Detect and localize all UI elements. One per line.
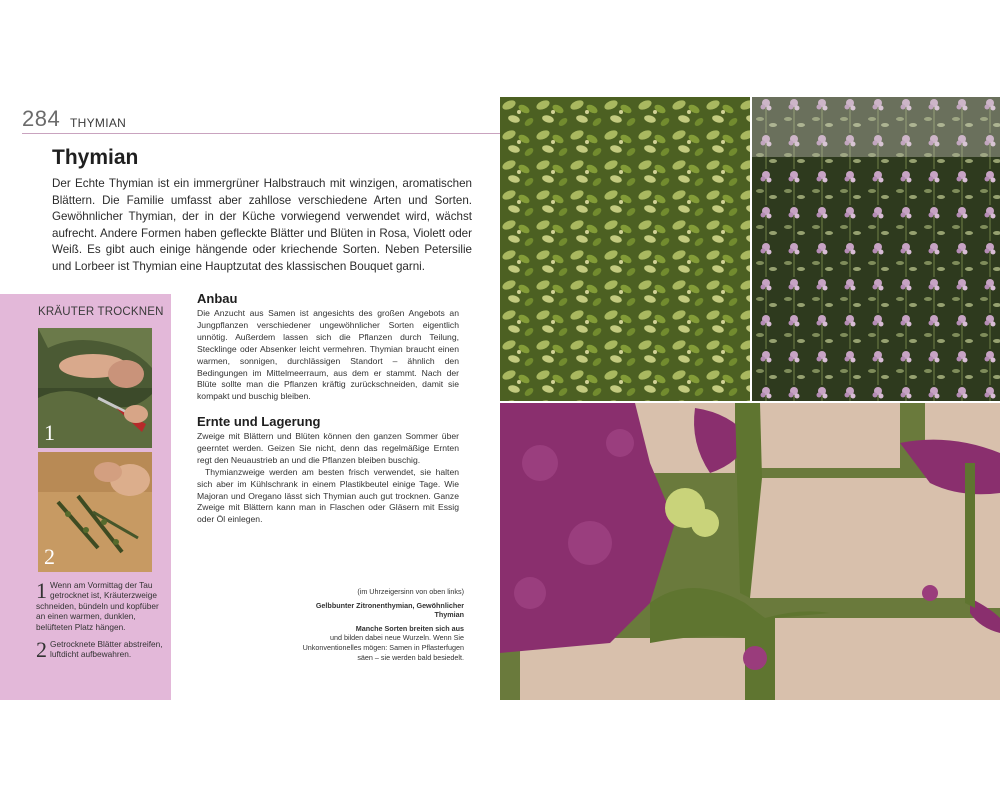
caption-names: Gelbbunter Zitronenthymian, Gewöhnlicher Thymian <box>315 600 464 620</box>
lemon-thyme-image <box>500 97 750 401</box>
photo-cutting-thyme <box>38 328 152 448</box>
photo-common-thyme <box>752 97 1000 401</box>
paragraph: Zweige mit Blättern und Blüten können den ganzen Sommer über geerntet werden. Geizen Sie nicht, denn das regelmäßige Ernten regt den Neuaustrieb an und die Pflanzen bleiben buschig. <box>197 431 459 465</box>
drying-photo-stripping <box>38 452 152 572</box>
running-head: THYMIAN <box>70 116 127 130</box>
article-intro: Der Echte Thymian ist ein immergrüner Halbstrauch mit winzigen, aromatischen Blättern. Die Familie umfasst aber zahllose verschiedene Arten und Sorten. Gewöhnlicher Thymian, der in der Küche vorwiegend verwendet wird, wächst aufrecht. Andere Formen haben gefleckte Blätter und Blüten in Rosa, Violett oder Weiß. Es gibt auch einige hängende oder kriechende Sorten. Neben Petersilie und Lorbeer ist Thymian eine Hauptzutat des klassischen Bouquet garni. <box>52 177 472 273</box>
sidebar-title: KRÄUTER TROCKNEN <box>38 306 164 318</box>
photo-stripping-leaves <box>38 452 152 572</box>
caption-order-hint: (im Uhrzeigersinn von oben links) <box>357 587 464 596</box>
photo-number: 2 <box>44 544 55 569</box>
step-number: 2 <box>36 637 47 662</box>
section-text-anbau: Die Anzucht aus Samen ist angesichts des großen Angebots an Jungpflanzen verschiedener ungewöhnlicher Sorten eigentlich unnötig. Außerdem lassen sich die Pflanzen durch Teilung, Stecklinge oder Absenker leicht vermehren. Thymian braucht einen warmen, sonnigen, durchlässigen Standort – ähnlich den Bedingungen im Mittelmeerraum, aus dem er stammt. Nach der Blüte sollte man die Pflanzen kräftig zurückschneiden, damit sie kompakt und buschig bleiben. <box>197 308 459 402</box>
drying-photo-cutting <box>38 328 152 448</box>
paragraph: Thymianzweige werden am besten frisch verwendet, sie halten sich aber im Kühlschrank in einem Plastikbeutel einige Tage. Wie Majoran und Oregano lässt sich Thymian auch gut trocknen. Ganze Zweige mit Blättern kann man in Flaschen oder Gläsern mit Essig oder Öl einlegen. <box>197 466 459 525</box>
page-number: 284 <box>22 106 61 131</box>
photo-creeping-thyme-paving <box>500 403 1000 700</box>
sidebar-step-1 <box>36 580 164 632</box>
common-thyme-image <box>752 97 1000 401</box>
photo-lemon-thyme <box>500 97 750 401</box>
step-text: Getrocknete Blätter abstreifen, luftdicht aufbewahren. <box>50 639 163 660</box>
step-number: 1 <box>36 578 47 603</box>
caption-text: und bilden dabei neue Wurzeln. Wenn Sie Unkonventionelles mögen: Samen in Pflasterfugen säen – sie werden bald besiedelt. <box>302 633 464 662</box>
photo-number: 1 <box>44 420 55 445</box>
section-text-ernte <box>197 431 459 526</box>
caption-bold-lead: Manche Sorten breiten sich aus <box>355 623 464 633</box>
photo-captions <box>300 587 464 662</box>
header-rule <box>22 133 500 134</box>
section-heading-ernte: Ernte und Lagerung <box>197 414 321 429</box>
article-title: Thymian <box>52 146 139 169</box>
sidebar-step-2 <box>36 639 164 660</box>
section-heading-anbau: Anbau <box>197 291 238 306</box>
step-text: Wenn am Vormittag der Tau getrocknet ist, Kräuterzweige schneiden, bündeln und kopfüber an einen warmen, dunklen, belüfteten Platz hängen. <box>36 580 159 632</box>
creeping-thyme-image <box>500 403 1000 700</box>
